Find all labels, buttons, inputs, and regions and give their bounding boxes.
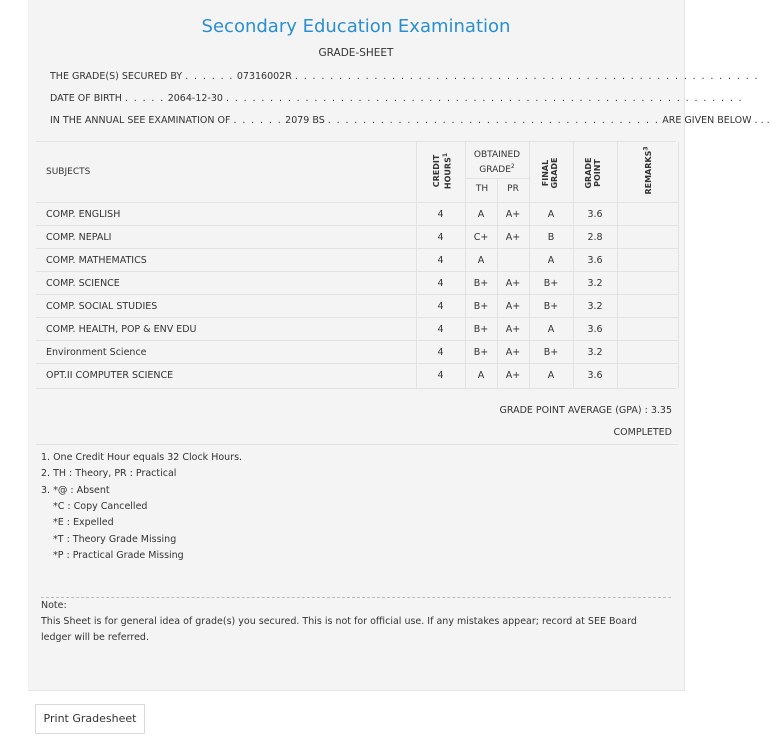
pr-grade-cell: A+ bbox=[505, 301, 521, 312]
table-row bbox=[36, 363, 678, 387]
print-gradesheet-button[interactable]: Print Gradesheet bbox=[35, 704, 145, 734]
divider bbox=[36, 141, 676, 142]
pr-grade-cell: A+ bbox=[505, 347, 521, 358]
dob-line: DATE OF BIRTH . . . . . 2064-12-30 . . . . . . . . . . . . . . . . . . . . . . . . . . . . . . . . . . . . . . . . . . . . . . . . . . . . . . . . . . . bbox=[50, 93, 744, 104]
credit-cell: 4 bbox=[437, 324, 444, 335]
table-col-divider bbox=[678, 142, 679, 388]
table-row bbox=[36, 248, 678, 272]
note-text-line-2: ledger will be referred. bbox=[41, 632, 149, 643]
note-label: Note: bbox=[41, 600, 67, 611]
exam-year: 2079 BS bbox=[285, 115, 325, 126]
remarks-cell bbox=[617, 249, 678, 272]
pr-grade-cell bbox=[497, 249, 529, 272]
note-separator bbox=[41, 597, 671, 598]
pr-grade-cell: A+ bbox=[505, 232, 521, 243]
col-subjects: SUBJECTS bbox=[46, 167, 91, 177]
th-grade-cell: C+ bbox=[473, 232, 489, 243]
table-row bbox=[36, 294, 678, 318]
grade-point-cell: 3.2 bbox=[587, 347, 603, 358]
th-grade-cell: B+ bbox=[473, 301, 489, 312]
remarks-cell bbox=[617, 341, 678, 364]
pr-grade-cell: A+ bbox=[505, 209, 521, 220]
footnote-theory-missing: *T : Theory Grade Missing bbox=[53, 534, 177, 545]
subject-cell: OPT.II COMPUTER SCIENCE bbox=[46, 370, 174, 381]
th-grade-cell: B+ bbox=[473, 324, 489, 335]
th-grade-cell: A bbox=[477, 209, 485, 220]
grade-point-cell: 3.6 bbox=[587, 209, 603, 220]
remarks-cell bbox=[617, 318, 678, 341]
col-pr: PR bbox=[507, 184, 519, 194]
grade-point-cell: 3.2 bbox=[587, 278, 603, 289]
subject-cell: COMP. MATHEMATICS bbox=[46, 255, 147, 266]
subject-cell: Environment Science bbox=[46, 347, 147, 358]
final-grade-cell: B bbox=[547, 232, 555, 243]
th-grade-cell: B+ bbox=[473, 278, 489, 289]
symbol-number: 07316002R bbox=[236, 71, 292, 82]
final-grade-cell: A bbox=[547, 324, 555, 335]
divider bbox=[36, 388, 676, 389]
footnote-2: 2. TH : Theory, PR : Practical bbox=[41, 468, 177, 479]
credit-cell: 4 bbox=[437, 301, 444, 312]
credit-cell: 4 bbox=[437, 255, 444, 266]
table-row bbox=[36, 202, 678, 226]
dob-label: DATE OF BIRTH bbox=[50, 93, 122, 104]
gpa-line bbox=[500, 405, 672, 416]
dob-value: 2064-12-30 bbox=[167, 93, 223, 104]
remarks-cell bbox=[617, 226, 678, 249]
table-row bbox=[36, 225, 678, 249]
col-remarks: REMARKS$^3$ bbox=[642, 146, 654, 195]
subject-cell: COMP. HEALTH, POP & ENV EDU bbox=[46, 324, 197, 335]
credit-cell: 4 bbox=[437, 278, 444, 289]
pr-grade-cell: A+ bbox=[505, 324, 521, 335]
th-grade-cell: A bbox=[477, 255, 485, 266]
credit-cell: 4 bbox=[437, 209, 444, 220]
remarks-cell bbox=[617, 272, 678, 295]
final-grade-cell: A bbox=[547, 370, 555, 381]
subject-cell: COMP. SCIENCE bbox=[46, 278, 120, 289]
th-grade-cell: B+ bbox=[473, 347, 489, 358]
credit-cell: 4 bbox=[437, 232, 444, 243]
grade-point-cell: 3.6 bbox=[587, 255, 603, 266]
credit-cell: 4 bbox=[437, 370, 444, 381]
footnote-3: 3. *@ : Absent bbox=[41, 485, 110, 496]
subject-cell: COMP. NEPALI bbox=[46, 232, 112, 243]
subject-cell: COMP. ENGLISH bbox=[46, 209, 121, 220]
th-grade-cell: A bbox=[477, 370, 485, 381]
grade-point-cell: 2.8 bbox=[587, 232, 603, 243]
subject-cell: COMP. SOCIAL STUDIES bbox=[46, 301, 158, 312]
col-obtained-grade: OBTAINED GRADE$^2$ bbox=[473, 150, 521, 175]
final-grade-cell: B+ bbox=[543, 347, 559, 358]
page-title: Secondary Education Examination bbox=[201, 16, 511, 37]
footnote-expelled: *E : Expelled bbox=[53, 517, 114, 528]
remarks-cell bbox=[617, 364, 678, 387]
obtained-subheader-divider bbox=[465, 178, 529, 179]
col-th: TH bbox=[475, 184, 489, 194]
footnote-practical-missing: *P : Practical Grade Missing bbox=[53, 550, 184, 561]
col-credit-hours: CREDIT HOURS$^1$ bbox=[432, 152, 453, 190]
exam-label: IN THE ANNUAL SEE EXAMINATION OF bbox=[50, 115, 231, 126]
final-grade-cell: A bbox=[547, 255, 555, 266]
gpa-value: 3.35 bbox=[650, 405, 672, 416]
final-grade-cell: B+ bbox=[543, 278, 559, 289]
footnote-copy-cancelled: *C : Copy Cancelled bbox=[53, 501, 148, 512]
remarks-cell bbox=[617, 203, 678, 226]
table-row bbox=[36, 317, 678, 341]
grade-sheet-subtitle: GRADE-SHEET bbox=[318, 47, 394, 59]
given-below-text: ARE GIVEN BELOW . . . bbox=[662, 115, 770, 126]
col-grade-point: GRADE POINT bbox=[584, 157, 602, 189]
grade-point-cell: 3.2 bbox=[587, 301, 603, 312]
table-row bbox=[36, 340, 678, 364]
divider bbox=[36, 444, 678, 445]
col-final-grade: FINAL GRADE bbox=[541, 157, 559, 189]
final-grade-cell: A bbox=[547, 209, 555, 220]
grade-sheet-panel bbox=[28, 0, 770, 691]
remarks-cell bbox=[617, 295, 678, 318]
secured-by-line: THE GRADE(S) SECURED BY . . . . . . 07316002R . . . . . . . . . . . . . . . . . . . . . . . . . . . . . . . . . . . . . . . . . . . . . . . . . . . . . bbox=[50, 71, 759, 82]
status-text: COMPLETED bbox=[613, 427, 672, 438]
final-grade-cell: B+ bbox=[543, 301, 559, 312]
grade-point-cell: 3.6 bbox=[587, 370, 603, 381]
exam-line: IN THE ANNUAL SEE EXAMINATION OF . . . . . . 2079 BS . . . . . . . . . . . . . . . . . . . . . . . . . . . . . . . . . . . . . . ARE GIVEN BELOW . . . bbox=[50, 115, 770, 126]
pr-grade-cell: A+ bbox=[505, 370, 521, 381]
footnote-1: 1. One Credit Hour equals 32 Clock Hours. bbox=[41, 452, 243, 463]
grade-point-cell: 3.6 bbox=[587, 324, 603, 335]
note-text-line-1: This Sheet is for general idea of grade(s) you secured. This is not for official use. If any mistakes appear; record at SEE Board bbox=[41, 616, 637, 627]
table-row bbox=[36, 271, 678, 295]
secured-by-label: THE GRADE(S) SECURED BY bbox=[50, 71, 183, 82]
pr-grade-cell: A+ bbox=[505, 278, 521, 289]
gpa-label: GRADE POINT AVERAGE (GPA) : bbox=[499, 405, 648, 416]
credit-cell: 4 bbox=[437, 347, 444, 358]
